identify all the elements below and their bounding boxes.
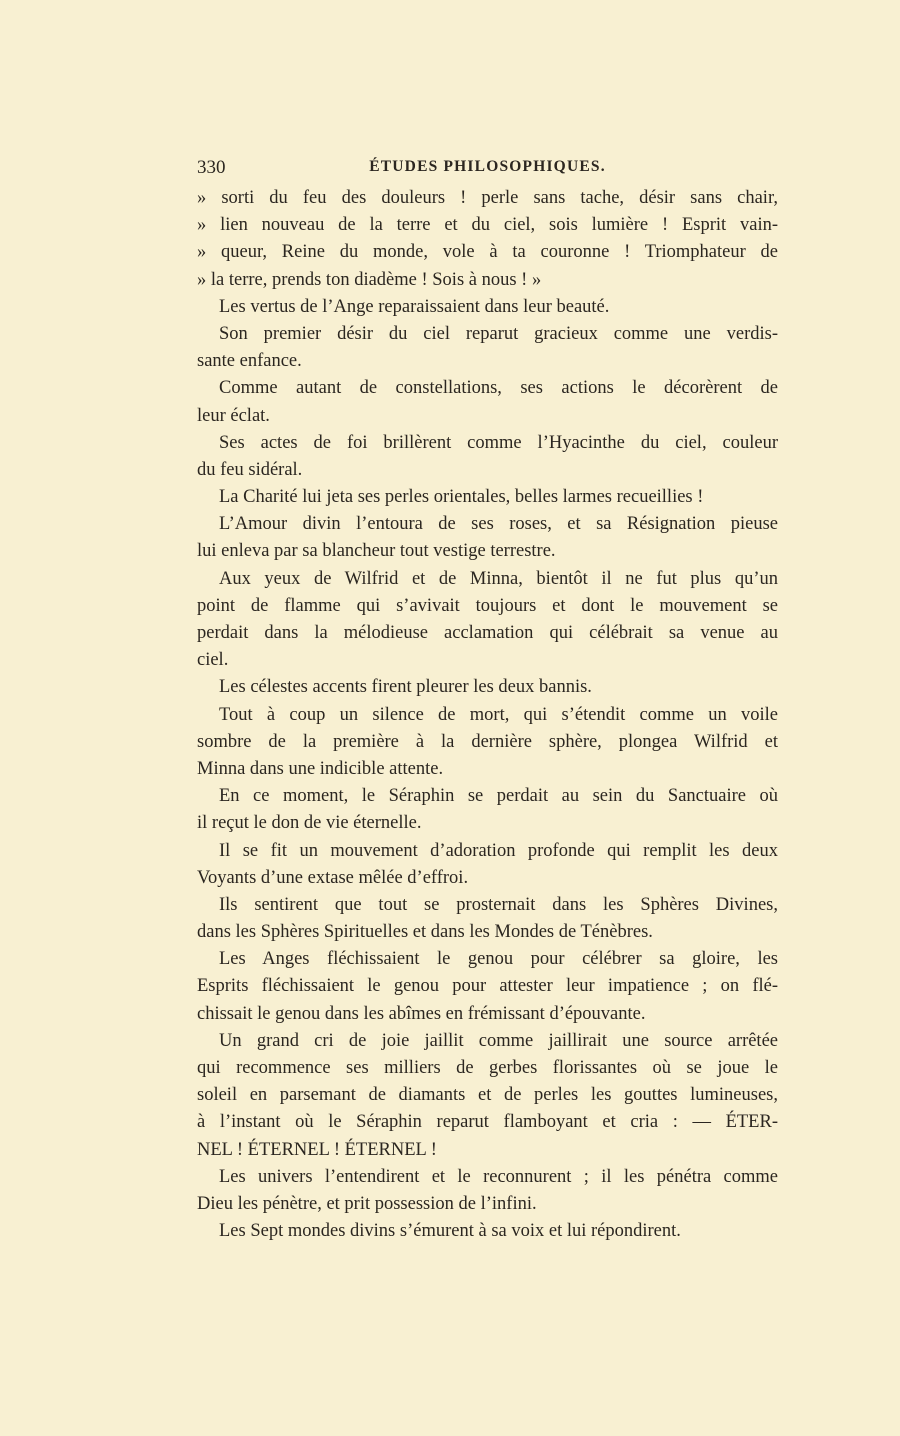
text-line: La Charité lui jeta ses perles orientales, belles larmes recueillies !: [219, 487, 704, 508]
text-line: leur éclat.: [197, 405, 270, 426]
text-line: Dieu les pénètre, et prit possession de l’infini.: [197, 1193, 537, 1214]
running-title: ÉTUDES PHILOSOPHIQUES.: [369, 158, 606, 175]
text-line: à l’instant où le Séraphin reparut flamboyant et cria : — ÉTER-: [197, 1112, 778, 1133]
text-line: En ce moment, le Séraphin se perdait au sein du Sanctuaire où: [219, 786, 778, 807]
text-line: Voyants d’une extase mêlée d’effroi.: [197, 867, 469, 888]
paragraph: [197, 566, 778, 675]
text-line: dans les Sphères Spirituelles et dans les Mondes de Ténèbres.: [197, 922, 653, 943]
text-line: Esprits fléchissaient le genou pour attester leur impatience ; on flé-: [197, 976, 778, 997]
text-line: ciel.: [197, 650, 229, 671]
text-line: Tout à coup un silence de mort, qui s’étendit comme un voile: [219, 704, 778, 725]
text-line: NEL ! ÉTERNEL ! ÉTERNEL !: [197, 1139, 437, 1160]
text-line: Les univers l’entendirent et le reconnurent ; il les pénétra comme: [219, 1166, 778, 1187]
text-line: sombre de la première à la dernière sphère, plongea Wilfrid et: [197, 731, 778, 752]
page-number: 330: [197, 157, 226, 178]
text-line: » lien nouveau de la terre et du ciel, sois lumière ! Esprit vain-: [197, 215, 778, 236]
text-line: Les vertus de l’Ange reparaissaient dans leur beauté.: [219, 296, 610, 317]
text-line: Son premier désir du ciel reparut gracieux comme une verdis-: [219, 323, 778, 344]
book-page: [197, 155, 778, 1245]
text-line: qui recommence ses milliers de gerbes florissantes où se joue le: [197, 1058, 778, 1078]
text-line: Ils sentirent que tout se prosternait dans les Sphères Divines,: [219, 894, 778, 915]
paragraph: [197, 321, 778, 375]
paragraph: [197, 1028, 778, 1164]
paragraph: [197, 892, 778, 946]
text-line: Aux yeux de Wilfrid et de Minna, bientôt il ne fut plus qu’un: [219, 568, 778, 589]
running-header: [197, 155, 778, 185]
text-line: Comme autant de constellations, ses actions le décorèrent de: [219, 378, 778, 399]
text-line: du feu sidéral.: [197, 459, 303, 480]
paragraph: [197, 1218, 778, 1245]
text-line: soleil en parsemant de diamants et de perles les gouttes lumineuses,: [197, 1085, 778, 1106]
paragraph: [197, 484, 778, 511]
text-line: » queur, Reine du monde, vole à ta couronne ! Triomphateur de: [197, 242, 778, 263]
text-line: Les célestes accents firent pleurer les deux bannis.: [219, 677, 592, 698]
text-line: perdait dans la mélodieuse acclamation qui célébrait sa venue au: [197, 623, 778, 643]
text-line: » sorti du feu des douleurs ! perle sans tache, désir sans chair,: [197, 188, 778, 208]
paragraph: [197, 946, 778, 1028]
paragraph: [197, 783, 778, 837]
text-line: il reçut le don de vie éternelle.: [197, 813, 422, 834]
text-line: chissait le genou dans les abîmes en frémissant d’épouvante.: [197, 1003, 646, 1024]
paragraph: [197, 838, 778, 892]
text-line: L’Amour divin l’entoura de ses roses, et sa Résignation pieuse: [219, 514, 778, 535]
text-line: Ses actes de foi brillèrent comme l’Hyacinthe du ciel, couleur: [219, 432, 778, 453]
text-line: Les Anges fléchissaient le genou pour célébrer sa gloire, les: [219, 949, 778, 970]
paragraph: [197, 375, 778, 429]
paragraph: [197, 674, 778, 701]
text-line: lui enleva par sa blancheur tout vestige terrestre.: [197, 541, 556, 562]
text-line: sante enfance.: [197, 351, 302, 372]
paragraph: [197, 702, 778, 784]
body-text: [197, 185, 778, 1245]
text-line: Un grand cri de joie jaillit comme jaillirait une source arrêtée: [219, 1030, 778, 1051]
paragraph: [197, 294, 778, 321]
text-line: » la terre, prends ton diadème ! Sois à nous ! »: [197, 269, 542, 290]
paragraph: [197, 430, 778, 484]
text-line: Il se fit un mouvement d’adoration profonde qui remplit les deux: [219, 840, 778, 861]
text-line: point de flamme qui s’avivait toujours et dont le mouvement se: [197, 595, 778, 616]
text-line: Minna dans une indicible attente.: [197, 758, 444, 779]
text-line: Les Sept mondes divins s’émurent à sa voix et lui répondirent.: [219, 1221, 681, 1242]
paragraph: [197, 511, 778, 565]
paragraph: [197, 1164, 778, 1218]
paragraph: [197, 185, 778, 294]
